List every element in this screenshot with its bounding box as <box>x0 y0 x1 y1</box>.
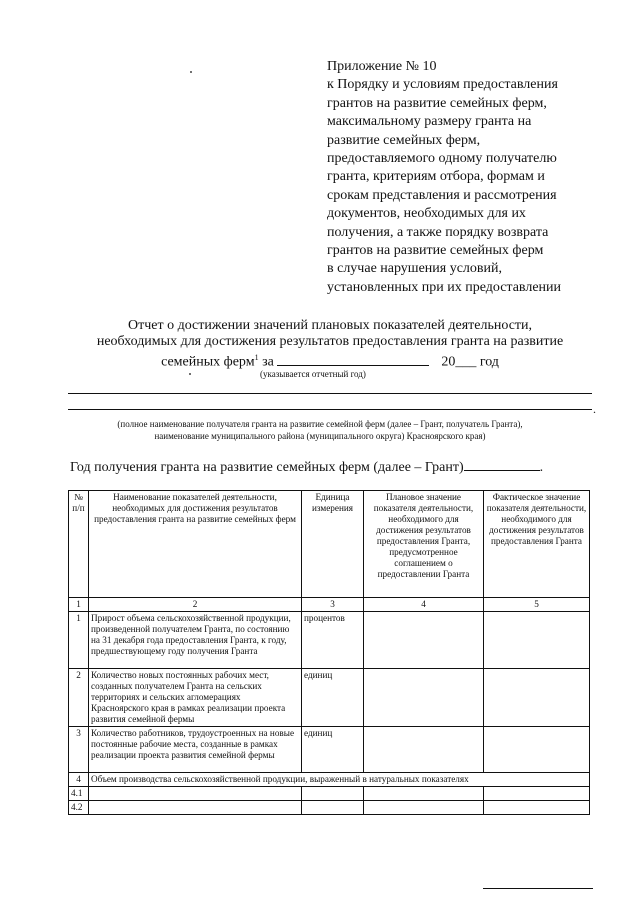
recipient-blank-line-2[interactable] <box>68 409 592 410</box>
row-unit: единиц <box>302 727 364 773</box>
row-name: Количество новых постоянных рабочих мест, созданных получателем Гранта на сельских территориях и сельских агломерациях Красноярского края в рамках реализации проекта развития семейной фермы <box>89 669 302 727</box>
caption-line: наименование муниципального района (муниципального округа) Красноярского края) <box>154 431 486 441</box>
subrow-num: 4.2 <box>69 801 89 815</box>
table-row-volume <box>69 773 590 787</box>
table-row <box>69 669 590 727</box>
row-plan-cell[interactable] <box>364 669 484 727</box>
row-volume-text: Объем производства сельскохозяйственной продукции, выраженный в натуральных показателях <box>89 773 590 787</box>
appendix-header <box>327 58 597 297</box>
row-name: Прирост объема сельскохозяйственной продукции, произведенной получателем Гранта, по состоянию на 31 декабря года предоставления Гранта, к году, предшествующему году получения Гранта <box>89 612 302 669</box>
appendix-line: развитие семейных ферм, <box>327 132 481 148</box>
subrow-fact-cell[interactable] <box>484 787 590 801</box>
appendix-line: гранта, критериям отбора, формам и <box>327 169 545 185</box>
row-fact-cell[interactable] <box>484 727 590 773</box>
appendix-line: к Порядку и условиям предоставления <box>327 77 558 93</box>
grant-year-blank-field[interactable] <box>464 457 540 471</box>
appendix-line: документов, необходимых для их <box>327 206 526 222</box>
title-prefix: семейных ферм <box>161 354 255 370</box>
row-unit: единиц <box>302 669 364 727</box>
table-subrow <box>69 801 590 815</box>
row-plan-cell[interactable] <box>364 612 484 669</box>
title-za: за <box>258 354 278 370</box>
footnote-mark: 1 <box>254 353 259 362</box>
table-row <box>69 727 590 773</box>
row-num: 1 <box>69 612 89 669</box>
column-number: 2 <box>89 598 302 612</box>
row-name: Количество работников, трудоустроенных на новые постоянные рабочие места, созданные в рамках реализации проекта развития семейной фермы <box>89 727 302 773</box>
header-name: Наименование показателей деятельности, необходимых для достижения результатов предоставления гранта на развитие семейных ферм <box>89 491 302 598</box>
table-row <box>69 612 590 669</box>
title-line-period <box>60 350 600 371</box>
column-number: 5 <box>484 598 590 612</box>
title-year: 20___ год <box>441 354 499 370</box>
column-number: 1 <box>69 598 89 612</box>
row-num: 4 <box>69 773 89 787</box>
recipient-blank-line-1[interactable] <box>68 393 592 394</box>
appendix-line: максимальному размеру гранта на <box>327 114 532 130</box>
recipient-caption <box>70 418 570 442</box>
appendix-line: грантов на развитие семейных ферм <box>327 243 544 259</box>
subrow-plan-cell[interactable] <box>364 787 484 801</box>
subrow-unit-cell[interactable] <box>302 801 364 815</box>
period-blank-field[interactable] <box>277 353 429 366</box>
column-number: 3 <box>302 598 364 612</box>
scan-speck <box>189 373 191 375</box>
header-unit: Единица измерения <box>302 491 364 598</box>
header-plan: Плановое значение показателя деятельности, необходимого для достижения результатов предоставления Гранта, предусмотренное соглашением о предоставлении Гранта <box>364 491 484 598</box>
caption-line: (полное наименование получателя гранта на развитие семейной ферм (далее – Грант, получатель Гранта), <box>117 419 523 429</box>
title-line: Отчет о достижении значений плановых показателей деятельности, <box>127 318 533 333</box>
row-num: 3 <box>69 727 89 773</box>
subrow-name-cell[interactable] <box>89 801 302 815</box>
line-end-dot: . <box>593 402 596 416</box>
column-number: 4 <box>364 598 484 612</box>
grant-year-label: Год получения гранта на развитие семейных ферм (далее – Грант) <box>70 460 464 475</box>
subrow-num: 4.1 <box>69 787 89 801</box>
subrow-fact-cell[interactable] <box>484 801 590 815</box>
row-fact-cell[interactable] <box>484 669 590 727</box>
grant-year-row <box>70 457 543 476</box>
header-num: № п/п <box>69 491 89 598</box>
row-num: 2 <box>69 669 89 727</box>
appendix-line: предоставляемого одному получателю <box>327 151 557 167</box>
indicators-table <box>68 490 590 815</box>
column-number-row <box>69 598 590 612</box>
report-title <box>60 318 600 371</box>
row-unit: процентов <box>302 612 364 669</box>
appendix-line: грантов на развитие семейных ферм, <box>327 95 547 111</box>
header-fact: Фактическое значение показателя деятельности, необходимого для достижения результатов предоставления Гранта <box>484 491 590 598</box>
subrow-name-cell[interactable] <box>89 787 302 801</box>
scan-speck <box>190 71 192 73</box>
row-plan-cell[interactable] <box>364 727 484 773</box>
grant-year-end: . <box>539 460 544 475</box>
table-subrow <box>69 787 590 801</box>
title-line: необходимых для достижения результатов предоставления гранта на развитие <box>96 334 564 349</box>
period-hint: (указывается отчетный год) <box>260 369 366 379</box>
appendix-line: получения, а также порядку возврата <box>327 224 549 240</box>
subrow-plan-cell[interactable] <box>364 801 484 815</box>
appendix-line: Приложение № 10 <box>327 59 437 74</box>
row-fact-cell[interactable] <box>484 612 590 669</box>
appendix-line: установленных при их предоставлении <box>327 279 562 295</box>
table-header-row <box>69 491 590 598</box>
subrow-unit-cell[interactable] <box>302 787 364 801</box>
signature-line <box>483 888 593 889</box>
appendix-line: в случае нарушения условий, <box>327 261 503 277</box>
appendix-line: срокам представления и рассмотрения <box>327 187 557 203</box>
